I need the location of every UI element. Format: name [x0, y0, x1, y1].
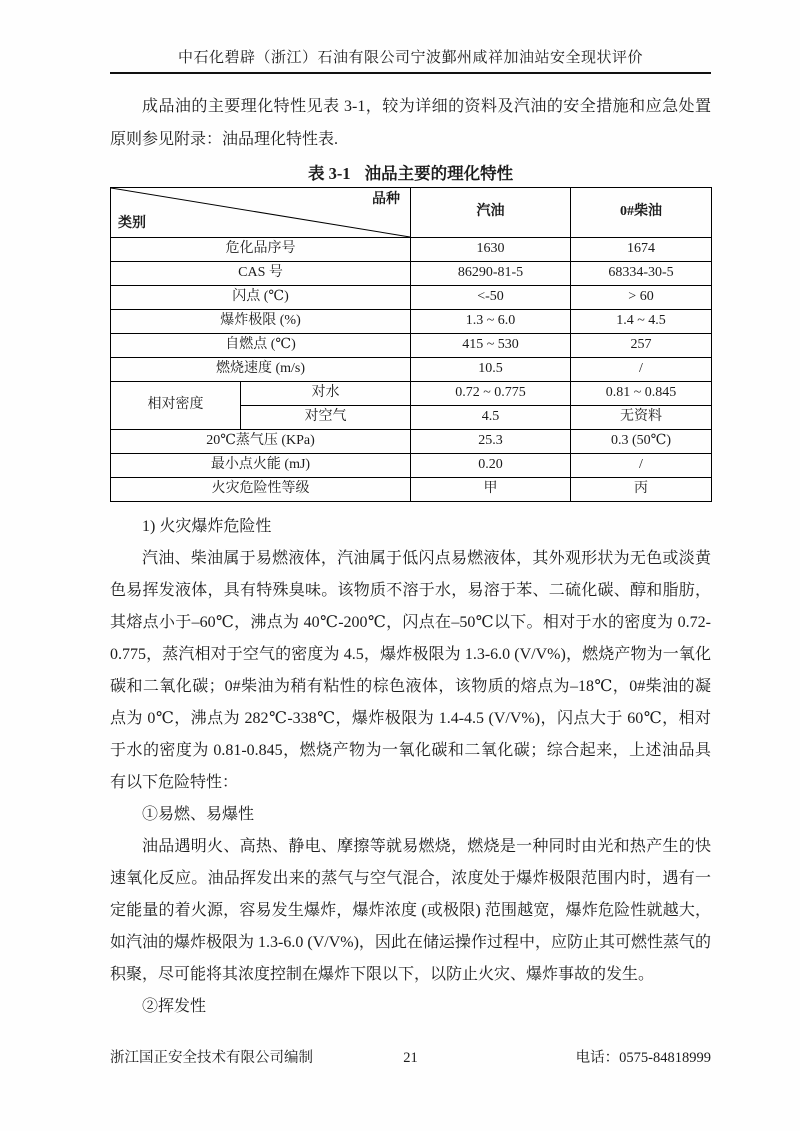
- page-content: [110, 90, 711, 1023]
- paragraph-oil-properties: 汽油、柴油属于易燃液体，汽油属于低闪点易燃液体，其外观形状为无色或淡黄色易挥发液体，具有特殊臭味。该物质不溶于水，易溶于苯、二硫化碳、醇和脂肪，其熔点小于–60℃，沸点为 40℃-200℃，闪点在–50℃以下。相对于水的密度为 0.72-0.775，蒸汽相对于空气的密度为 4.5，爆炸极限为 1.3-6.0 (V/V%)，燃烧产物为一氧化碳和二氧化碳；0#柴油为稍有粘性的棕色液体，该物质的熔点为–18℃，0#柴油的凝点为 0℃，沸点为 282℃-338℃，爆炸极限为 1.4-4.5 (V/V%)，闪点大于 60℃，相对于水的密度为 0.81-0.845，燃烧产物为一氧化碳和二氧化碳；综合起来，上述油品具有以下危险特性：: [110, 550, 711, 791]
- corner-label-category: 类别: [118, 216, 146, 232]
- gasoline-value: <-50: [411, 286, 571, 310]
- table-row: [111, 430, 712, 454]
- diesel-value: 257: [571, 334, 712, 358]
- subheading-volatility: ②挥发性: [142, 998, 207, 1015]
- footer-company: 浙江国正安全技术有限公司编制: [110, 1050, 313, 1066]
- row-label-relative-density: 相对密度: [111, 382, 241, 430]
- row-label: 爆炸极限 (%): [111, 310, 411, 334]
- table-row: [111, 238, 712, 262]
- gasoline-value: 甲: [411, 478, 571, 502]
- row-label: 危化品序号: [111, 238, 411, 262]
- table-row-density-water: [111, 382, 712, 406]
- table-row: [111, 478, 712, 502]
- corner-label-variety: 品种: [372, 192, 400, 207]
- row-label: CAS 号: [111, 262, 411, 286]
- diesel-value: 1.4 ~ 4.5: [571, 310, 712, 334]
- gasoline-value: 4.5: [411, 406, 571, 430]
- table-caption-number: 表 3-1: [307, 164, 351, 183]
- table-row: [111, 454, 712, 478]
- diesel-value: 无资料: [571, 406, 712, 430]
- row-label: 火灾危险性等级: [111, 478, 411, 502]
- gasoline-value: 10.5: [411, 358, 571, 382]
- gasoline-value: 25.3: [411, 430, 571, 454]
- gasoline-value: 0.72 ~ 0.775: [411, 382, 571, 406]
- page-footer: [110, 1046, 711, 1067]
- diesel-value: /: [571, 358, 712, 382]
- table-row: [111, 310, 712, 334]
- table-corner-cell: [111, 188, 411, 238]
- gasoline-value: 415 ~ 530: [411, 334, 571, 358]
- diesel-value: > 60: [571, 286, 712, 310]
- table-row: [111, 334, 712, 358]
- diesel-value: 丙: [571, 478, 712, 502]
- gasoline-value: 1630: [411, 238, 571, 262]
- column-header-diesel: 0#柴油: [571, 188, 712, 238]
- paragraph-flammability: 油品遇明火、高热、静电、摩擦等就易燃烧，燃烧是一种同时由光和热产生的快速氧化反应。油品挥发出来的蒸气与空气混合，浓度处于爆炸极限范围内时，遇有一定能量的着火源，容易发生爆炸，爆炸浓度 (或极限) 范围越宽，爆炸危险性就越大，如汽油的爆炸极限为 1.3-6.0 (V/V%)，因此在储运操作过程中，应防止其可燃性蒸气的积聚，尽可能将其浓度控制在爆炸下限以下，以防止火灾、爆炸事故的发生。: [110, 838, 711, 983]
- gasoline-value: 1.3 ~ 6.0: [411, 310, 571, 334]
- header-title: 中石化碧辟（浙江）石油有限公司宁波鄞州咸祥加油站安全现状评价: [177, 50, 643, 66]
- row-label: 闪点 (℃): [111, 286, 411, 310]
- diesel-value: /: [571, 454, 712, 478]
- footer-phone: 电话：0575-84818999: [575, 1050, 711, 1066]
- table-header-row: [111, 188, 712, 238]
- row-label: 最小点火能 (mJ): [111, 454, 411, 478]
- page-header: [110, 0, 711, 74]
- diesel-value: 0.3 (50℃): [571, 430, 712, 454]
- table-row: [111, 286, 712, 310]
- table-caption-title: 油品主要的理化特性: [364, 164, 514, 183]
- gasoline-value: 86290-81-5: [411, 262, 571, 286]
- row-label: 燃烧速度 (m/s): [111, 358, 411, 382]
- oil-properties-table: [110, 187, 712, 502]
- diesel-value: 0.81 ~ 0.845: [571, 382, 712, 406]
- section-heading-fire-explosion: 1) 火灾爆炸危险性: [142, 518, 272, 535]
- subheading-flammability: ①易燃、易爆性: [142, 806, 255, 823]
- row-label: 20℃蒸气压 (KPa): [111, 430, 411, 454]
- intro-paragraph: 成品油的主要理化特性见表 3-1，较为详细的资料及汽油的安全措施和应急处置原则参见附录：油品理化特性表.: [110, 98, 711, 148]
- table-row: [111, 358, 712, 382]
- table-caption: [110, 160, 711, 184]
- footer-page-number: 21: [403, 1050, 418, 1066]
- table-row: [111, 262, 712, 286]
- diesel-value: 1674: [571, 238, 712, 262]
- row-label: 自燃点 (℃): [111, 334, 411, 358]
- row-sublabel: 对水: [241, 382, 411, 406]
- diesel-value: 68334-30-5: [571, 262, 712, 286]
- diagonal-divider-line: [111, 188, 410, 237]
- column-header-gasoline: 汽油: [411, 188, 571, 238]
- gasoline-value: 0.20: [411, 454, 571, 478]
- row-sublabel: 对空气: [241, 406, 411, 430]
